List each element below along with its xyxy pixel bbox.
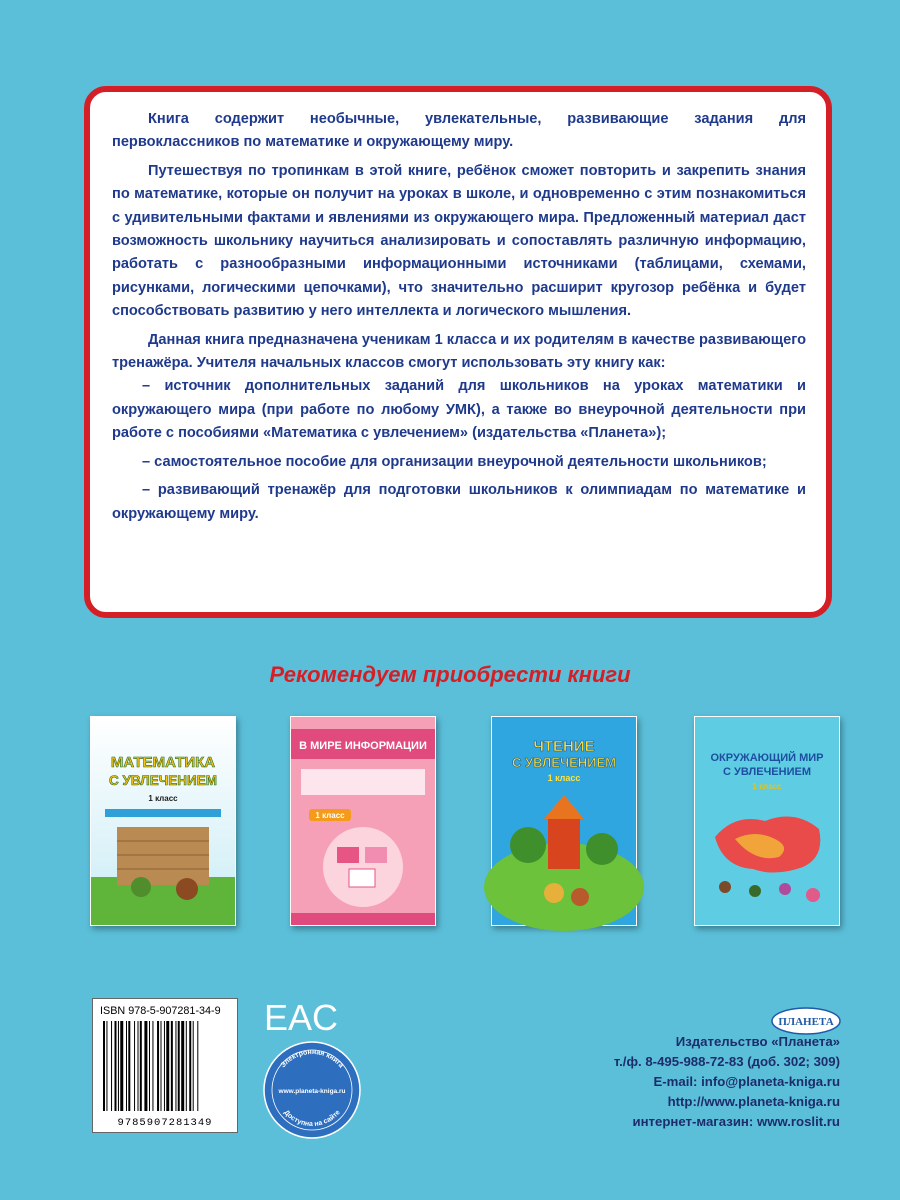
- stamp-bottom-text: Доступна на сайте: [282, 1109, 342, 1129]
- description-paragraph-2: Путешествуя по тропинкам в этой книге, ребёнок сможет повторить и закрепить знания по математике, которые он получит на уроках в школе, и одновременно с этим познакомиться с удивительными фактами и явлениями из окружающего мира. Предложенный материал даст возможность школьнику научиться анализировать и сопоставлять различную информацию, работать с разнообразными информационными источниками (таблицами, схемами, рисунками, логическими цепочками), что значительно расширит кругозор ребёнка и будет способствовать развитию у него интеллекта и логического мышления.: [112, 162, 806, 320]
- book-4-grade: 1 класс: [752, 782, 782, 791]
- barcode-bar: [126, 1021, 127, 1111]
- barcode-bar: [140, 1021, 142, 1111]
- planeta-logo-text: ПЛАНЕТА: [778, 1016, 834, 1028]
- book-2-title-line1: В МИРЕ ИНФОРМАЦИИ: [299, 740, 427, 752]
- book-cover-reading[interactable]: [491, 716, 637, 926]
- barcode-bar: [157, 1021, 159, 1111]
- book-3-grade: 1 класс: [547, 773, 581, 783]
- publisher-phone: т./ф. 8-495-988-72-83 (доб. 302; 309): [613, 1054, 840, 1069]
- ebook-stamp: [262, 1040, 362, 1140]
- book-3-title-line2: С УВЛЕЧЕНИЕМ: [512, 755, 616, 770]
- publisher-website[interactable]: http://www.planeta-kniga.ru: [667, 1094, 840, 1109]
- stamp-middle-text: www.planeta-kniga.ru: [278, 1088, 346, 1095]
- book-cover-information[interactable]: [290, 716, 436, 926]
- book-4-title-line2: С УВЛЕЧЕНИЕМ: [723, 766, 811, 778]
- barcode-bar: [175, 1021, 176, 1111]
- barcode-bar: [181, 1021, 184, 1111]
- barcode-bar: [103, 1021, 105, 1111]
- book-3-title-line1: ЧТЕНИЕ: [533, 738, 595, 755]
- barcode-bar: [164, 1021, 165, 1111]
- description-paragraph-3: Данная книга предназначена ученикам 1 класса и их родителям в качестве развивающего тренажёра. Учителя начальных классов смогут использовать эту книгу как:: [112, 331, 806, 372]
- isbn-text: ISBN 978-5-907281-34-9: [100, 1005, 221, 1017]
- description-item-1: – источник дополнительных заданий для школьников на уроках математики и окружающего мира (при работе по любому УМК), а также во внеурочной деятельности при работе с пособиями «Математика с увлечением» (издательства «Планета»);: [112, 378, 806, 442]
- barcode: [92, 998, 238, 1133]
- eac-text: EAC: [263, 997, 339, 1038]
- book-2-grade: 1 класс: [315, 811, 345, 820]
- barcode-bar: [178, 1021, 180, 1111]
- description-item-3: – развивающий тренажёр для подготовки школьников к олимпиадам по математике и окружающему миру.: [112, 482, 806, 522]
- description-item-2: – самостоятельное пособие для организации внеурочной деятельности школьников;: [142, 453, 767, 470]
- barcode-bar: [106, 1021, 107, 1111]
- barcode-bar: [128, 1021, 130, 1111]
- barcode-bar: [115, 1021, 117, 1111]
- description-paragraph-1: Книга содержит необычные, увлекательные, развивающие задания для первоклассников по математике и окружающему миру.: [112, 111, 806, 151]
- barcode-bar: [166, 1021, 169, 1111]
- barcode-bar: [144, 1021, 147, 1111]
- barcode-bar: [189, 1021, 191, 1111]
- barcode-bar: [186, 1021, 187, 1111]
- stamp-top-text: Электронная книга: [279, 1048, 345, 1070]
- publisher-info: [460, 1032, 840, 1132]
- barcode-bar: [138, 1021, 139, 1111]
- book-cover-world[interactable]: [694, 716, 840, 926]
- recommend-title: Рекомендуем приобрести книги: [269, 662, 631, 687]
- barcode-bar: [161, 1021, 162, 1111]
- book-4-title-line1: ОКРУЖАЮЩИЙ МИР: [710, 752, 824, 764]
- book-1-title-line1: МАТЕМАТИКА: [110, 754, 216, 771]
- publisher-name: Издательство «Планета»: [675, 1034, 840, 1049]
- barcode-bar: [152, 1021, 153, 1111]
- barcode-bar: [171, 1021, 173, 1111]
- publisher-email[interactable]: E-mail: info@planeta-kniga.ru: [653, 1074, 840, 1089]
- barcode-bar: [149, 1021, 150, 1111]
- book-1-title-line2: С УВЛЕЧЕНИЕМ: [109, 773, 217, 788]
- book-1-grade: 1 класс: [148, 794, 178, 803]
- barcode-bar: [120, 1021, 123, 1111]
- eac-certification-mark: [263, 996, 339, 1038]
- description-panel: [84, 86, 832, 618]
- book-cover-math[interactable]: [90, 716, 236, 926]
- publisher-shop[interactable]: интернет-магазин: www.roslit.ru: [632, 1114, 840, 1129]
- barcode-bar: [134, 1021, 135, 1111]
- barcode-bar: [111, 1021, 112, 1111]
- barcode-bar: [193, 1021, 194, 1111]
- barcode-digits: 9785907281349: [117, 1117, 213, 1129]
- barcode-bar: [197, 1021, 198, 1111]
- barcode-bar: [118, 1021, 119, 1111]
